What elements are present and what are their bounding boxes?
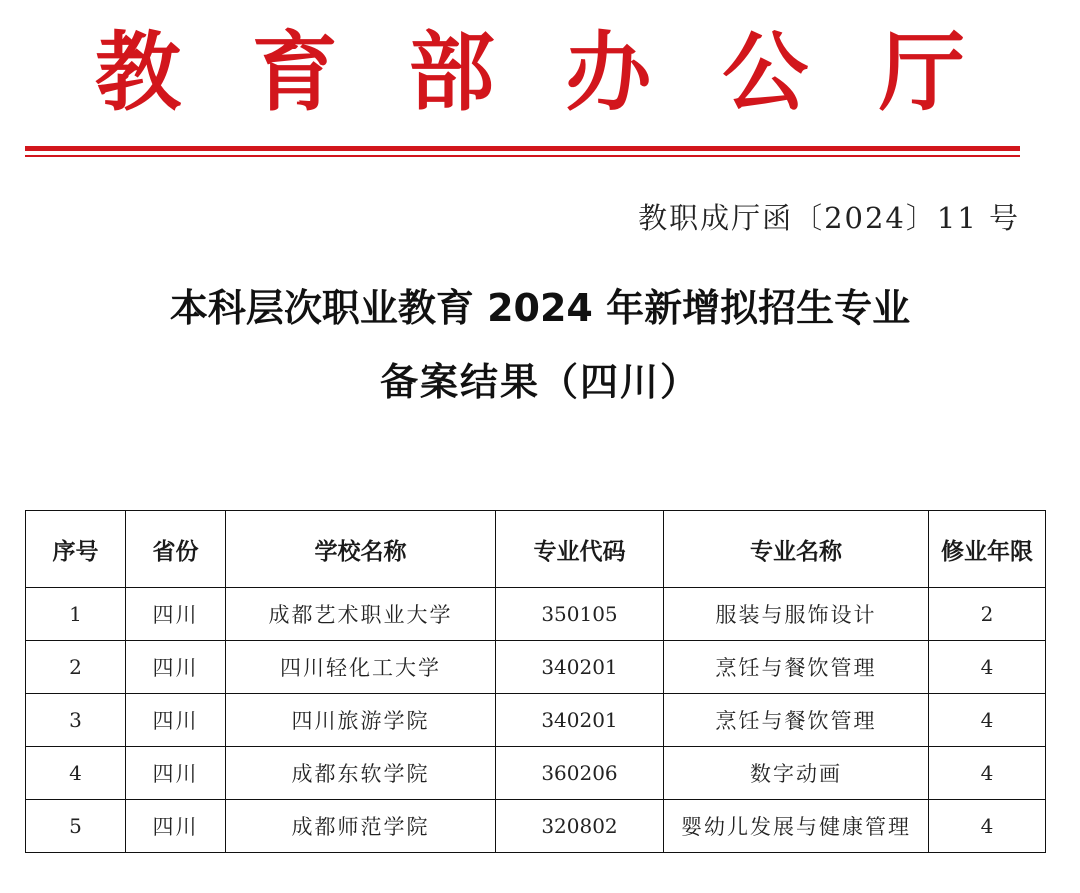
table-row [26,641,1046,694]
masthead-title [95,18,965,128]
red-divider-thin [25,155,1020,157]
cell-school-name: 成都师范学院 [226,800,496,853]
cell-major-name: 烹饪与餐饮管理 [664,641,929,694]
cell-school-name: 成都东软学院 [226,747,496,800]
cell-duration: 4 [929,747,1046,800]
cell-index: 5 [26,800,126,853]
document-number: 教职成厅函〔2024〕11 号 [638,201,1020,235]
masthead-char: 部 [408,23,495,123]
cell-school-name: 四川轻化工大学 [226,641,496,694]
header-major-code: 专业代码 [496,511,664,588]
header-province: 省份 [126,511,226,588]
cell-major-name: 婴幼儿发展与健康管理 [664,800,929,853]
cell-school-name: 四川旅游学院 [226,694,496,747]
records-table [25,510,1046,853]
table-row [26,588,1046,641]
cell-province: 四川 [126,588,226,641]
cell-index: 2 [26,641,126,694]
cell-major-code: 340201 [496,641,664,694]
table-header-row [26,511,1046,588]
cell-major-code: 360206 [496,747,664,800]
header-duration: 修业年限 [929,511,1046,588]
table-row [26,694,1046,747]
cell-school-name: 成都艺术职业大学 [226,588,496,641]
document-title-line-2: 备案结果（四川） [379,360,700,404]
cell-duration: 4 [929,641,1046,694]
masthead-char: 办 [565,23,652,123]
cell-duration: 4 [929,800,1046,853]
red-divider-thick [25,146,1020,151]
cell-province: 四川 [126,694,226,747]
cell-major-code: 350105 [496,588,664,641]
cell-index: 1 [26,588,126,641]
cell-major-code: 340201 [496,694,664,747]
header-index: 序号 [26,511,126,588]
cell-province: 四川 [126,641,226,694]
cell-duration: 4 [929,694,1046,747]
cell-major-code: 320802 [496,800,664,853]
cell-duration: 2 [929,588,1046,641]
cell-major-name: 烹饪与餐饮管理 [664,694,929,747]
table-row [26,747,1046,800]
masthead-char: 教 [95,23,181,123]
document-title [0,272,1080,418]
cell-index: 4 [26,747,126,800]
cell-major-name: 服装与服饰设计 [664,588,929,641]
header-school-name: 学校名称 [226,511,496,588]
masthead-char: 厅 [878,23,965,123]
cell-index: 3 [26,694,126,747]
masthead-char: 育 [251,23,338,123]
header-major-name: 专业名称 [664,511,929,588]
document-title-line-1: 本科层次职业教育 2024 年新增拟招生专业 [169,286,911,330]
masthead [0,18,1080,128]
cell-major-name: 数字动画 [664,747,929,800]
table-row [26,800,1046,853]
cell-province: 四川 [126,747,226,800]
masthead-char: 公 [722,23,809,123]
cell-province: 四川 [126,800,226,853]
